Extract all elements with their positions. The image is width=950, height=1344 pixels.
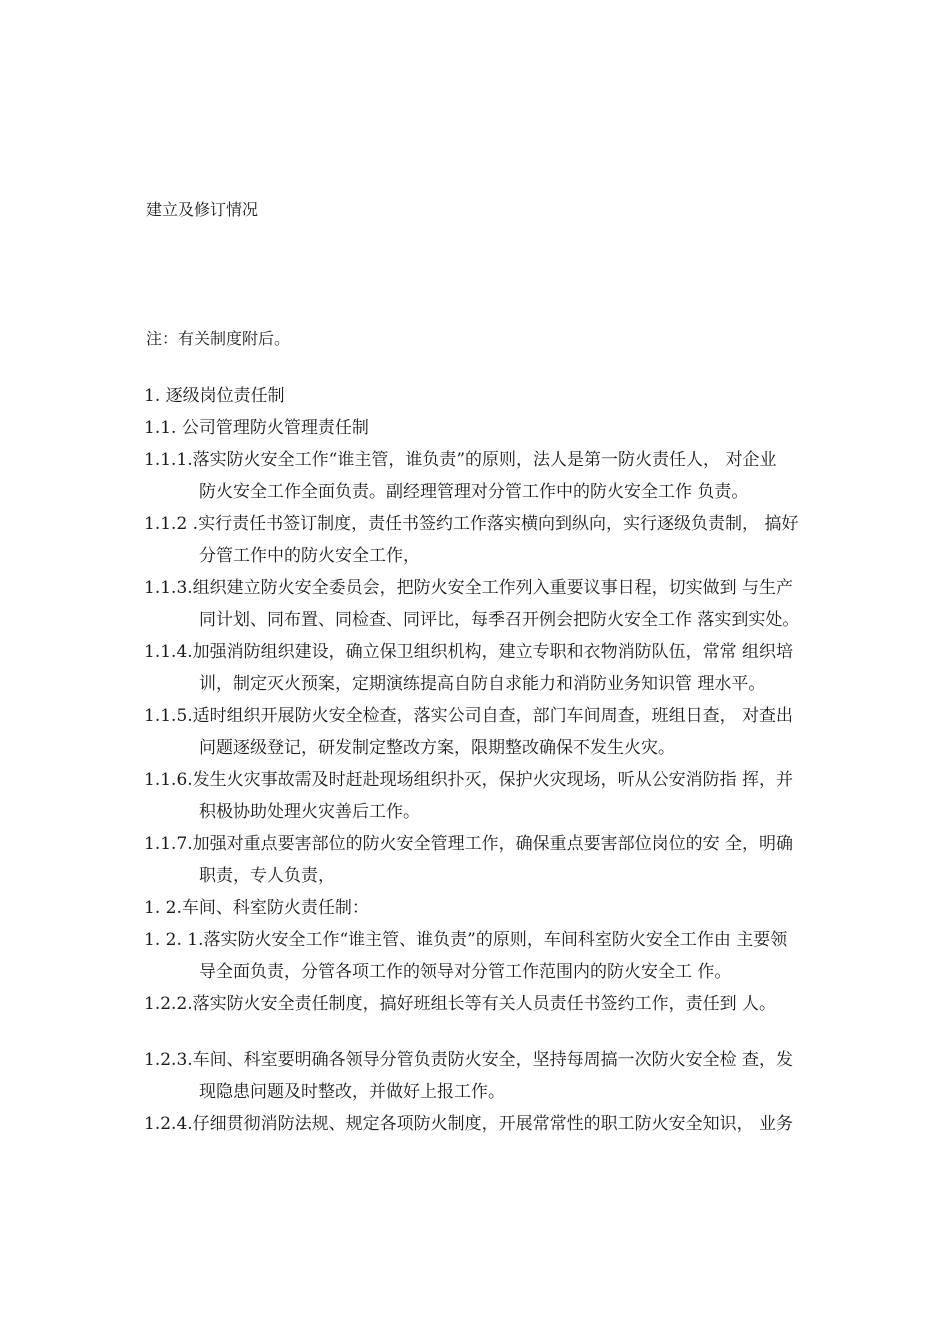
clause-1-1-4: 1.1.4.加强消防组织建设，确立保卫组织机构，建立专职和衣物消防队伍，常常 组织培 [144, 642, 794, 662]
clause-1-1-5-cont: 问题逐级登记，研发制定整改方案，限期整改确保不发生火灾。 [199, 738, 675, 758]
clause-1-2-3-cont: 现隐患问题及时整改，并做好上报工作。 [199, 1082, 505, 1102]
document-body [144, 380, 864, 1140]
section-title: 1. 逐级岗位责任制 [144, 386, 285, 406]
clause-1-1-7-cont: 职责，专人负责， [199, 866, 335, 886]
subsection-title-2: 1. 2.车间、科室防火责任制： [144, 898, 369, 918]
subsection-title: 1.1. 公司管理防火管理责任制 [144, 418, 369, 438]
clause-1-2-4: 1.2.4.仔细贯彻消防法规、规定各项防火制度，开展常常性的职工防火安全知识， 业务 [144, 1114, 794, 1134]
clause-1-1-6: 1.1.6.发生火灾事故需及时赶赴现场组织扑灭，保护火灾现场，听从公安消防指 挥，并 [144, 770, 794, 790]
clause-1-2-1-cont: 导全面负责，分管各项工作的领导对分管工作范围内的防火安全工 作。 [199, 962, 732, 982]
clause-1-2-1: 1. 2. 1.落实防火安全工作“谁主管、谁负责”的原则，车间科室防火安全工作由 主要领 [144, 930, 788, 950]
clause-1-1-3-cont: 同计划、同布置、同检查、同评比，每季召开例会把防火安全工作 落实到实处。 [199, 610, 800, 630]
clause-1-1-4-cont: 训，制定灭火预案，定期演练提高自防自求能力和消防业务知识管 理水平。 [199, 674, 766, 694]
clause-1-1-5: 1.1.5.适时组织开展防火安全检查，落实公司自查，部门车间周查，班组日查， 对查出 [144, 706, 794, 726]
paragraph-gap [144, 1020, 864, 1044]
clause-1-1-6-cont: 积极协助处理火灾善后工作。 [199, 802, 420, 822]
note-text: 注：有关制度附后。 [146, 329, 291, 348]
clause-1-1-1: 1.1.1.落实防火安全工作“谁主管，谁负责”的原则，法人是第一防火责任人， 对企业 [144, 450, 777, 470]
clause-1-2-2: 1.2.2.落实防火安全责任制度，搞好班组长等有关人员责任书签约工作，责任到 人。 [144, 994, 777, 1014]
clause-1-1-2-cont: 分管工作中的防火安全工作， [199, 546, 420, 566]
section-heading: 建立及修订情况 [146, 200, 259, 219]
clause-1-1-1-cont: 防火安全工作全面负责。副经理管理对分管工作中的防火安全工作 负责。 [199, 482, 749, 502]
clause-1-2-3: 1.2.3.车间、科室要明确各领导分管负责防火安全，坚持每周搞一次防火安全检 查，发 [144, 1050, 794, 1070]
clause-1-1-7: 1.1.7.加强对重点要害部位的防火安全管理工作，确保重点要害部位岗位的安 全，明确 [144, 834, 794, 854]
clause-1-1-2: 1.1.2 .实行责任书签订制度，责任书签约工作落实横向到纵向，实行逐级负责制， 搞好 [144, 514, 799, 534]
clause-1-1-3: 1.1.3.组织建立防火安全委员会，把防火安全工作列入重要议事日程，切实做到 与生产 [144, 578, 794, 598]
